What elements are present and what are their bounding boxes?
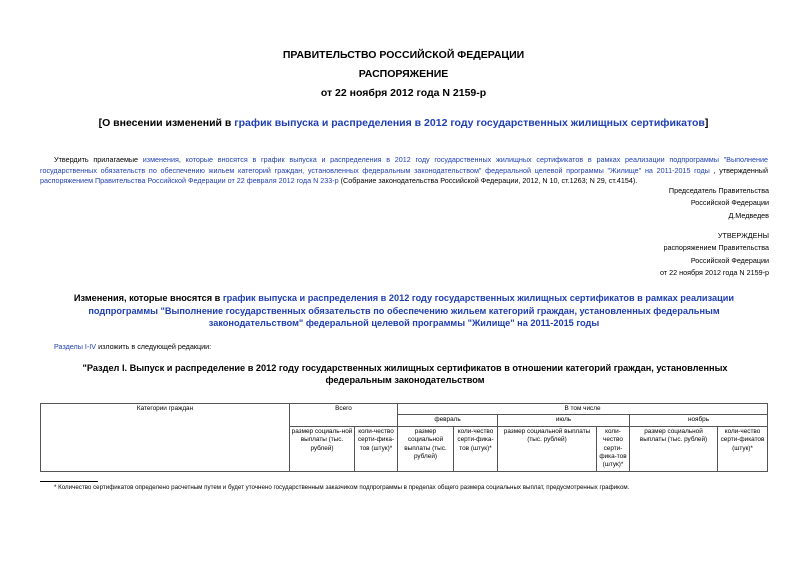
footnote-separator (40, 481, 98, 482)
signature-block (669, 185, 769, 222)
approved-line-3: Российской Федерации (690, 255, 769, 265)
header-feb-count: коли-чество серти-фика-тов (штук)* (454, 426, 498, 471)
signature-line-1: Председатель Правительства (668, 186, 769, 195)
header-month-february: февраль (398, 415, 498, 426)
signature-line-3: Д.Медведев (728, 210, 769, 220)
header-total-amount: размер социаль-ной выплаты (тыс. рублей) (290, 426, 355, 471)
header-month-november: ноябрь (630, 415, 768, 426)
changes-title-prefix: Изменения, которые вносятся в (73, 293, 223, 303)
document-date-number: от 22 ноября 2012 года N 2159-р (320, 87, 487, 99)
sections-line (54, 342, 211, 353)
approved-line-1: УТВЕРЖДЕНЫ (717, 231, 769, 240)
header-nov-amount: размер социальной выплаты (тыс. рублей) (630, 426, 718, 471)
header-categories: Категории граждан (41, 404, 290, 472)
section-1-title: "Раздел I. Выпуск и распределение в 2012 году государственных жилищных сертификатов в отношении категорий граждан, установленных федеральным законодательством (82, 363, 728, 386)
table-header-row-1 (41, 404, 768, 415)
header-jul-amount: размер социальной выплаты (тыс. рублей) (498, 426, 597, 471)
header-total: Всего (290, 404, 398, 427)
approved-block (660, 230, 769, 280)
header-month-july: июль (498, 415, 630, 426)
document-title-prefix: [О внесении изменений в (98, 117, 235, 129)
changes-title (48, 292, 760, 330)
document-title-suffix: ] (704, 117, 709, 129)
order-text-3: (Собрание законодательства Российской Федерации, 2012, N 10, ст.1263; N 29, ст.4154). (338, 176, 638, 186)
header-feb-amount: размер социальной выплаты (тыс. рублей) (398, 426, 454, 471)
document-type: РАСПОРЯЖЕНИЕ (358, 68, 449, 80)
changes-link[interactable]: изменения, которые вносятся в график выпуска и распределения в 2012 году государственных жилищных сертификатов в рамках реализации подпрограммы "Выполнение государственных обязательств по обеспечению жильем категорий граждан, установленных федеральным законодательством" федеральной целевой программы "Жилище" на 2011-2015 годы (40, 155, 768, 175)
order-text-1: Утвердить прилагаемые (54, 155, 143, 164)
sections-link[interactable]: Разделы I-IV (54, 342, 97, 351)
changes-title-link[interactable]: график выпуска и распределения в 2012 году государственных жилищных сертификатов в рамках реализации подпрограммы "Выполнение государственных обязательств по обеспечению жильем категорий граждан, установленных федеральным законодательством" федеральной целевой программы "Жилище" на 2011-2015 годы (88, 293, 735, 329)
government-title: ПРАВИТЕЛЬСТВО РОССИЙСКОЙ ФЕДЕРАЦИИ (282, 49, 525, 61)
document-title-link[interactable]: график выпуска и распределения в 2012 году государственных жилищных сертификатов (234, 117, 705, 129)
signature-line-2: Российской Федерации (690, 198, 769, 208)
document-title (0, 117, 807, 129)
order-paragraph (40, 155, 768, 187)
header-total-count: коли-чество серти-фика-тов (штук)* (355, 426, 398, 471)
approved-line-2: распоряжением Правительства (663, 243, 769, 253)
order-text-2: , утвержденный (709, 165, 768, 175)
sections-text: изложить в следующей редакции: (96, 342, 212, 351)
approved-line-4: от 22 ноября 2012 года N 2159-р (660, 268, 769, 278)
header-jul-count: коли-чество серти-фика-тов (штук)* (597, 426, 630, 471)
decree-233-link[interactable]: распоряжением Правительства Российской Федерации от 22 февраля 2012 года N 233-р (40, 176, 339, 186)
footnote: * Количество сертификатов определено расчетным путем и будет уточнено государственным заказчиком подпрограммы в пределах общего размера социальных выплат, предусмотренных графиком. (54, 484, 630, 491)
header-nov-count: коли-чество серти-фикатов (штук)* (718, 426, 768, 471)
distribution-table (40, 403, 768, 472)
header-including: В том числе (398, 404, 768, 415)
